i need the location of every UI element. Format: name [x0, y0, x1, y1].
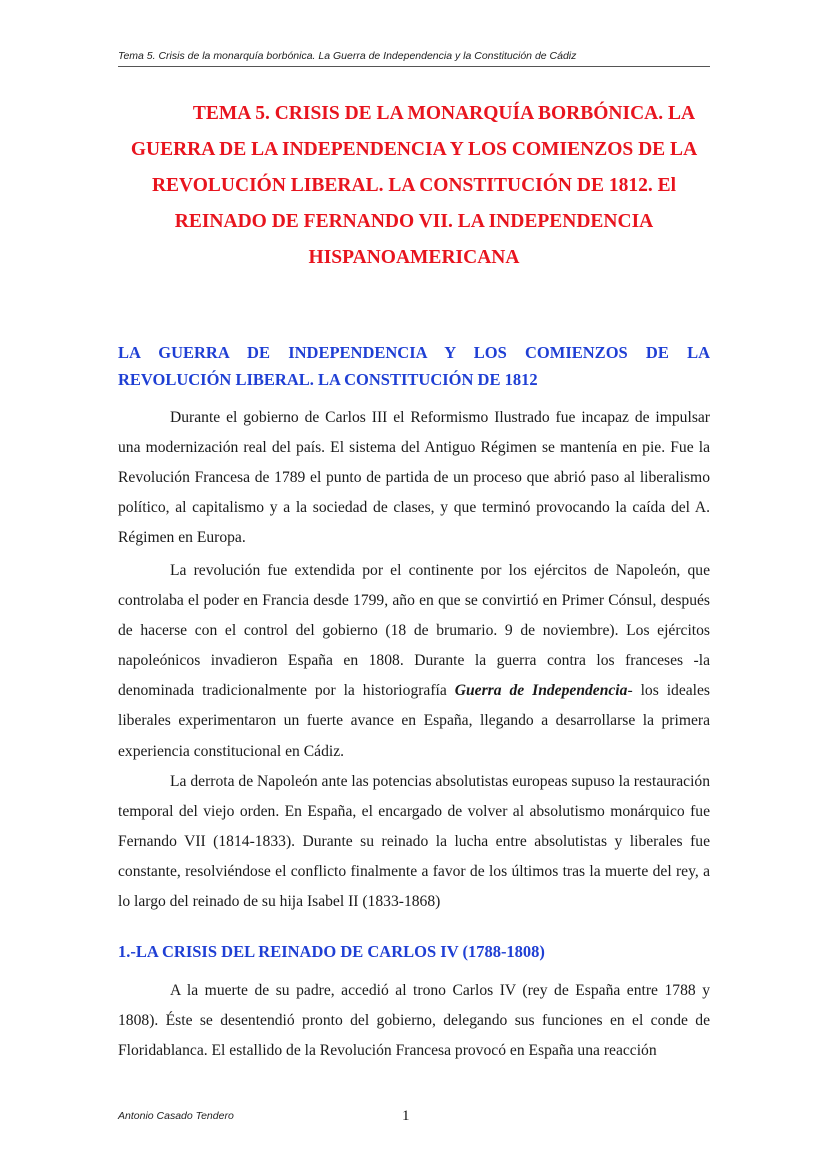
running-header: Tema 5. Crisis de la monarquía borbónica. La Guerra de Independencia y la Constitución de Cádiz: [118, 50, 577, 62]
section-heading-line-2: REVOLUCIÓN LIBERAL. LA CONSTITUCIÓN DE 1812: [118, 370, 538, 389]
section-heading-carlos-iv: 1.-LA CRISIS DEL REINADO DE CARLOS IV (1788-1808): [118, 942, 545, 961]
header-divider: [118, 66, 710, 67]
title-line-1: TEMA 5. CRISIS DE LA MONARQUÍA BORBÓNICA. LA: [192, 103, 696, 124]
title-line-3: REVOLUCIÓN LIBERAL. LA CONSTITUCIÓN DE 1812. El: [151, 175, 677, 196]
page-number: 1: [402, 1108, 410, 1124]
paragraph-2: [118, 556, 710, 767]
paragraph-3: La derrota de Napoleón ante las potencias absolutistas europeas supuso la restauración temporal del viejo orden. En España, el encargado de volver al absolutismo monárquico fue Fernando VII (1814-1833). Durante su reinado la lucha entre absolutistas y liberales fue constante, resolviéndose el conflicto finalmente a favor de los últimos tras la muerte del rey, a lo largo del reinado de su hija Isabel II (1833-1868): [118, 773, 710, 911]
document-title: [118, 96, 710, 276]
paragraph-2-emphasis: Guerra de Independencia: [454, 682, 628, 700]
title-line-2: GUERRA DE LA INDEPENDENCIA Y LOS COMIENZOS DE LA: [130, 139, 698, 160]
paragraph-1: Durante el gobierno de Carlos III el Reformismo Ilustrado fue incapaz de impulsar una modernización real del país. El sistema del Antiguo Régimen se mantenía en pie. Fue la Revolución Francesa de 1789 el punto de partida de un proceso que abrió paso al liberalismo político, al capitalismo y a la sociedad de clases, y que terminó provocando la caída del A. Régimen en Europa.: [118, 409, 710, 547]
paragraph-2-text-b: - los ideales liberales experimentaron un fuerte avance en España, llegando a desarrollarse la primera experiencia constitucional en Cádiz.: [118, 682, 711, 760]
title-line-4: REINADO DE FERNANDO VII. LA INDEPENDENCIA: [174, 211, 654, 232]
section-heading-line-1: LA GUERRA DE INDEPENDENCIA Y LOS COMIENZOS DE LA: [118, 343, 710, 362]
footer-author: Antonio Casado Tendero: [118, 1110, 234, 1122]
paragraph-2-text-a: La revolución fue extendida por el continente por los ejércitos de Napoleón, que controlaba el poder en Francia desde 1799, año en que se convirtió en Primer Cónsul, después de hacerse con el control del gobierno (18 de brumario. 9 de noviembre). Los ejércitos napoleónicos invadieron España en 1808. Durante la guerra contra los franceses -la denominada tradicionalmente por la historiografía: [118, 562, 710, 700]
section-heading-guerra: [118, 339, 710, 393]
title-line-5: HISPANOAMERICANA: [308, 247, 520, 268]
paragraph-4: A la muerte de su padre, accedió al trono Carlos IV (rey de España entre 1788 y 1808). Éste se desentendió pronto del gobierno, delegando sus funciones en el conde de Floridablanca. El estallido de la Revolución Francesa provocó en España una reacción: [118, 982, 710, 1060]
